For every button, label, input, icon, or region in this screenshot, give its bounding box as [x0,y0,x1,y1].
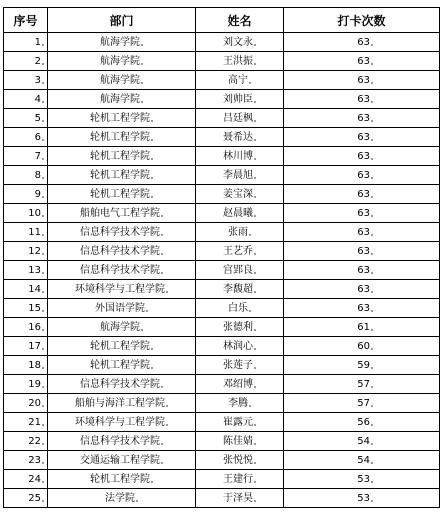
cell-name: 王艺乔 [196,242,284,261]
cell-name: 姜宝深 [196,185,284,204]
cell-name: 于泽昊 [196,489,284,508]
cell-seq: 7 [4,147,48,166]
cell-name: 吕廷枫 [196,109,284,128]
header-name: 姓名 [196,8,284,33]
cell-seq: 16 [4,318,48,337]
cell-seq: 5 [4,109,48,128]
table-row [4,52,440,71]
header-dept: 部门 [48,8,196,33]
cell-count: 63 [284,52,440,71]
cell-name: 林川博 [196,147,284,166]
cell-dept: 环境科学与工程学院 [48,413,196,432]
cell-seq: 23 [4,451,48,470]
cell-count: 63 [284,242,440,261]
table-row [4,489,440,508]
cell-count: 54 [284,432,440,451]
cell-name: 张德利 [196,318,284,337]
table-row [4,166,440,185]
cell-count: 53 [284,470,440,489]
cell-name: 白乐 [196,299,284,318]
cell-name: 林润心 [196,337,284,356]
table-row [4,109,440,128]
cell-name: 宫郢良 [196,261,284,280]
cell-seq: 8 [4,166,48,185]
table-row [4,375,440,394]
cell-dept: 航海学院 [48,33,196,52]
cell-dept: 信息科学技术学院 [48,375,196,394]
cell-dept: 轮机工程学院 [48,356,196,375]
cell-count: 63 [284,280,440,299]
cell-seq: 1 [4,33,48,52]
table-row [4,261,440,280]
cell-count: 63 [284,185,440,204]
cell-count: 63 [284,128,440,147]
header-seq: 序号 [4,8,48,33]
cell-count: 57 [284,375,440,394]
table-header [4,8,440,33]
cell-seq: 9 [4,185,48,204]
cell-dept: 轮机工程学院 [48,109,196,128]
cell-seq: 25 [4,489,48,508]
cell-dept: 航海学院 [48,90,196,109]
cell-count: 61 [284,318,440,337]
cell-seq: 6 [4,128,48,147]
table-row [4,204,440,223]
cell-seq: 14 [4,280,48,299]
table-row [4,394,440,413]
cell-dept: 船舶与海洋工程学院 [48,394,196,413]
cell-count: 53 [284,489,440,508]
cell-name: 张悦悦 [196,451,284,470]
cell-seq: 20 [4,394,48,413]
cell-dept: 信息科学技术学院 [48,432,196,451]
cell-name: 王建行 [196,470,284,489]
cell-count: 63 [284,299,440,318]
cell-count: 63 [284,71,440,90]
table-row [4,470,440,489]
table-row [4,318,440,337]
cell-count: 63 [284,166,440,185]
table-row [4,451,440,470]
cell-seq: 13 [4,261,48,280]
cell-name: 陈佳婧 [196,432,284,451]
checkin-ranking-sheet [3,7,439,508]
cell-name: 聂希达 [196,128,284,147]
cell-dept: 信息科学技术学院 [48,261,196,280]
cell-seq: 18 [4,356,48,375]
cell-seq: 10 [4,204,48,223]
table-row [4,128,440,147]
cell-dept: 轮机工程学院 [48,128,196,147]
cell-count: 63 [284,223,440,242]
table-row [4,33,440,52]
cell-seq: 12 [4,242,48,261]
cell-dept: 轮机工程学院 [48,166,196,185]
cell-dept: 信息科学技术学院 [48,223,196,242]
table-row [4,356,440,375]
cell-dept: 轮机工程学院 [48,147,196,166]
cell-name: 邓绍博 [196,375,284,394]
cell-name: 张莲子 [196,356,284,375]
table-row [4,337,440,356]
cell-name: 张雨 [196,223,284,242]
cell-name: 李腾 [196,394,284,413]
cell-count: 57 [284,394,440,413]
checkin-ranking-table [3,7,440,508]
table-row [4,413,440,432]
cell-dept: 航海学院 [48,318,196,337]
cell-count: 63 [284,261,440,280]
table-row [4,147,440,166]
cell-seq: 22 [4,432,48,451]
cell-seq: 4 [4,90,48,109]
cell-count: 59 [284,356,440,375]
cell-seq: 19 [4,375,48,394]
header-row [4,8,440,33]
table-row [4,432,440,451]
cell-count: 56 [284,413,440,432]
cell-count: 54 [284,451,440,470]
cell-dept: 轮机工程学院 [48,185,196,204]
cell-count: 63 [284,204,440,223]
cell-count: 63 [284,147,440,166]
cell-seq: 21 [4,413,48,432]
table-row [4,90,440,109]
cell-count: 63 [284,109,440,128]
cell-dept: 航海学院 [48,52,196,71]
cell-seq: 24 [4,470,48,489]
cell-dept: 环境科学与工程学院 [48,280,196,299]
table-row [4,223,440,242]
cell-count: 63 [284,33,440,52]
cell-count: 60 [284,337,440,356]
cell-seq: 11 [4,223,48,242]
cell-name: 崔露元 [196,413,284,432]
cell-name: 赵晨曦 [196,204,284,223]
cell-dept: 信息科学技术学院 [48,242,196,261]
cell-name: 刘文永 [196,33,284,52]
cell-seq: 3 [4,71,48,90]
cell-name: 李晨旭 [196,166,284,185]
table-body [4,33,440,508]
table-row [4,185,440,204]
table-row [4,242,440,261]
cell-dept: 外国语学院 [48,299,196,318]
cell-seq: 15 [4,299,48,318]
cell-dept: 轮机工程学院 [48,337,196,356]
cell-dept: 船舶电气工程学院 [48,204,196,223]
cell-seq: 17 [4,337,48,356]
cell-name: 李馥超 [196,280,284,299]
header-count: 打卡次数 [284,8,440,33]
cell-dept: 航海学院 [48,71,196,90]
cell-name: 王洪振 [196,52,284,71]
table-row [4,299,440,318]
cell-name: 刘帅臣 [196,90,284,109]
table-row [4,71,440,90]
table-row [4,280,440,299]
cell-dept: 轮机工程学院 [48,470,196,489]
cell-dept: 交通运输工程学院 [48,451,196,470]
cell-seq: 2 [4,52,48,71]
cell-dept: 法学院 [48,489,196,508]
cell-name: 高宁 [196,71,284,90]
cell-count: 63 [284,90,440,109]
